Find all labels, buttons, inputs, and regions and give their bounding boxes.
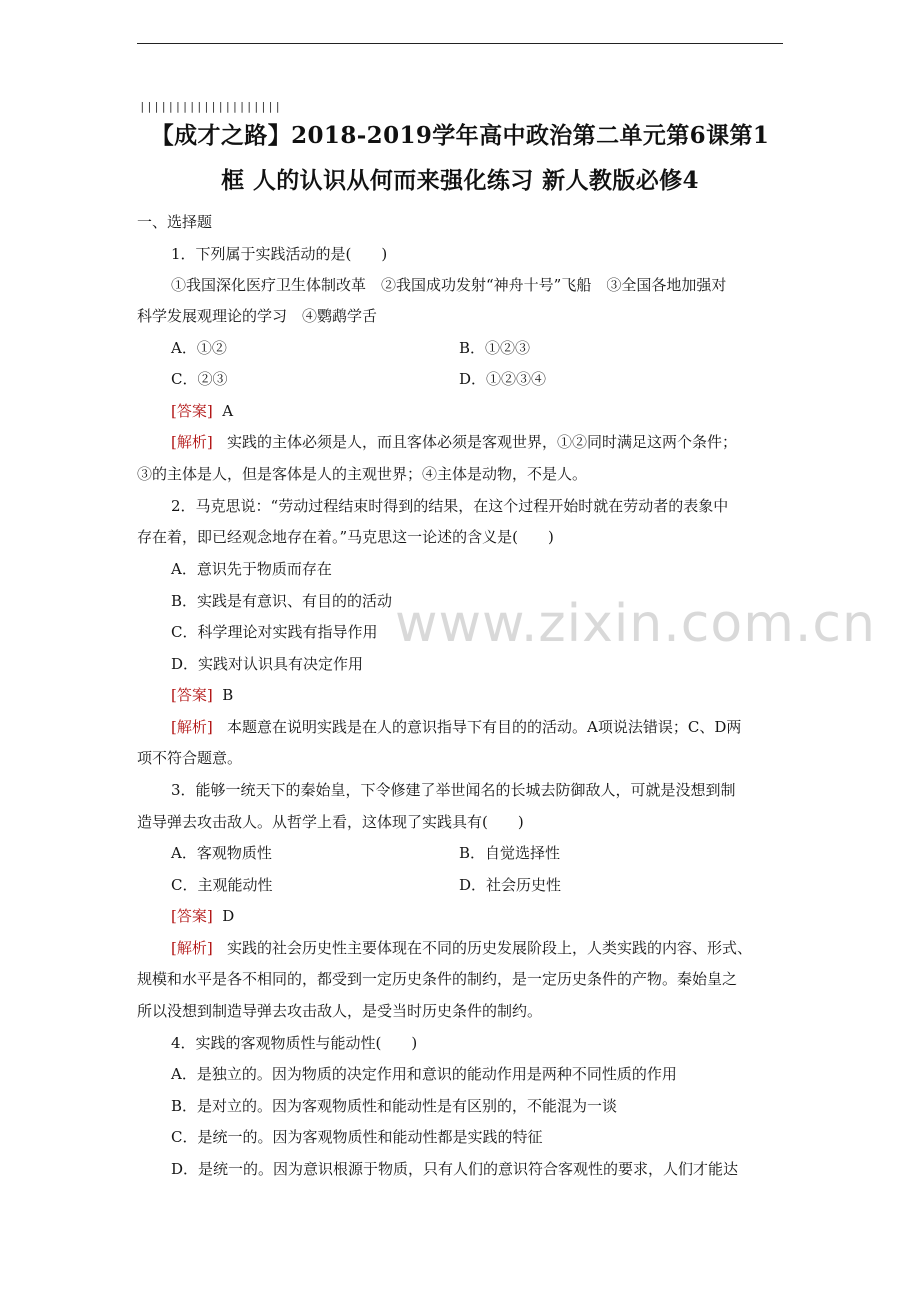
- q2-option-c: C．科学理论对实践有指导作用: [171, 623, 378, 641]
- q2-stem-line-1: 2．马克思说：“劳动过程结束时得到的结果，在这个过程开始时就在劳动者的表象中: [171, 497, 729, 515]
- answer-value: D: [222, 907, 235, 925]
- analysis-text: 实践的社会历史性主要体现在不同的历史发展阶段上，人类实践的内容、形式、: [227, 939, 753, 957]
- q4-option-c: C．是统一的。因为客观物质性和能动性都是实践的特征: [171, 1128, 543, 1146]
- analysis-text: 本题意在说明实践是在人的意识指导下有目的的活动。A项说法错误；C、D两: [227, 718, 742, 736]
- section-heading: 一、选择题: [137, 213, 213, 231]
- answer-tag: [答案]: [171, 686, 213, 704]
- answer-value: B: [222, 686, 234, 704]
- watermark: www.zixin.com.cn: [395, 594, 876, 654]
- q1-answer: [171, 401, 233, 421]
- q3-answer: [171, 906, 234, 926]
- q1-items-line-2: 科学发展观理论的学习 ④鹦鹉学舌: [137, 307, 378, 325]
- q4-stem: 4．实践的客观物质性与能动性( ): [171, 1034, 418, 1052]
- analysis-tag: [解析]: [171, 718, 213, 736]
- q3-option-a: A．客观物质性: [171, 844, 272, 862]
- q1-analysis-line-2: ③的主体是人，但是客体是人的主观世界；④主体是动物，不是人。: [137, 465, 588, 483]
- q2-option-b: B．实践是有意识、有目的的活动: [171, 592, 393, 610]
- q2-analysis-line-1: [171, 717, 741, 737]
- q1-stem: 1．下列属于实践活动的是( ): [171, 245, 388, 263]
- q1-option-c: C．②③: [171, 370, 228, 388]
- q3-stem-line-1: 3．能够一统天下的秦始皇，下令修建了举世闻名的长城去防御敌人，可就是没想到制: [171, 781, 736, 799]
- analysis-tag: [解析]: [171, 939, 213, 957]
- q3-option-b: B．自觉选择性: [459, 844, 561, 862]
- q4-option-b: B．是对立的。因为客观物质性和能动性是有区别的，不能混为一谈: [171, 1097, 618, 1115]
- q2-answer: [171, 685, 233, 705]
- analysis-tag: [解析]: [171, 433, 213, 451]
- q1-items-line-1: ①我国深化医疗卫生体制改革 ②我国成功发射“神舟十号”飞船 ③全国各地加强对: [171, 276, 727, 294]
- answer-value: A: [222, 402, 234, 420]
- q3-option-d: D．社会历史性: [459, 876, 562, 894]
- q3-analysis-line-1: [171, 938, 752, 958]
- doc-title-line-1: 【成才之路】2018-2019学年高中政治第二单元第6课第1: [150, 122, 770, 149]
- header-rule: [137, 43, 783, 44]
- q1-option-d: D．①②③④: [459, 370, 547, 388]
- q3-stem-line-2: 造导弹去攻击敌人。从哲学上看，这体现了实践具有( ): [137, 813, 524, 831]
- q2-analysis-line-2: 项不符合题意。: [137, 749, 243, 767]
- q1-analysis-line-1: [171, 432, 737, 452]
- q4-option-d: D．是统一的。因为意识根源于物质，只有人们的意识符合客观性的要求，人们才能达: [171, 1160, 739, 1178]
- q3-option-c: C．主观能动性: [171, 876, 273, 894]
- q2-option-d: D．实践对认识具有决定作用: [171, 655, 364, 673]
- q2-stem-line-2: 存在着，即已经观念地存在着。”马克思这一论述的含义是( ): [137, 528, 554, 546]
- answer-tag: [答案]: [171, 907, 213, 925]
- q4-option-a: A．是独立的。因为物质的决定作用和意识的能动作用是两种不同性质的作用: [171, 1065, 677, 1083]
- q1-option-a: A．①②: [171, 339, 227, 357]
- q2-option-a: A．意识先于物质而存在: [171, 560, 332, 578]
- barcode: ||||||||||||||||||||: [139, 100, 282, 113]
- q3-analysis-line-3: 所以没想到制造导弹去攻击敌人，是受当时历史条件的制约。: [137, 1002, 543, 1020]
- q1-option-b: B．①②③: [459, 339, 531, 357]
- analysis-text: 实践的主体必须是人，而且客体必须是客观世界，①②同时满足这两个条件；: [227, 433, 738, 451]
- answer-tag: [答案]: [171, 402, 213, 420]
- doc-title-line-2: 框 人的认识从何而来强化练习 新人教版必修4: [221, 167, 699, 194]
- q3-analysis-line-2: 规模和水平是各不相同的，都受到一定历史条件的制约，是一定历史条件的产物。秦始皇之: [137, 970, 738, 988]
